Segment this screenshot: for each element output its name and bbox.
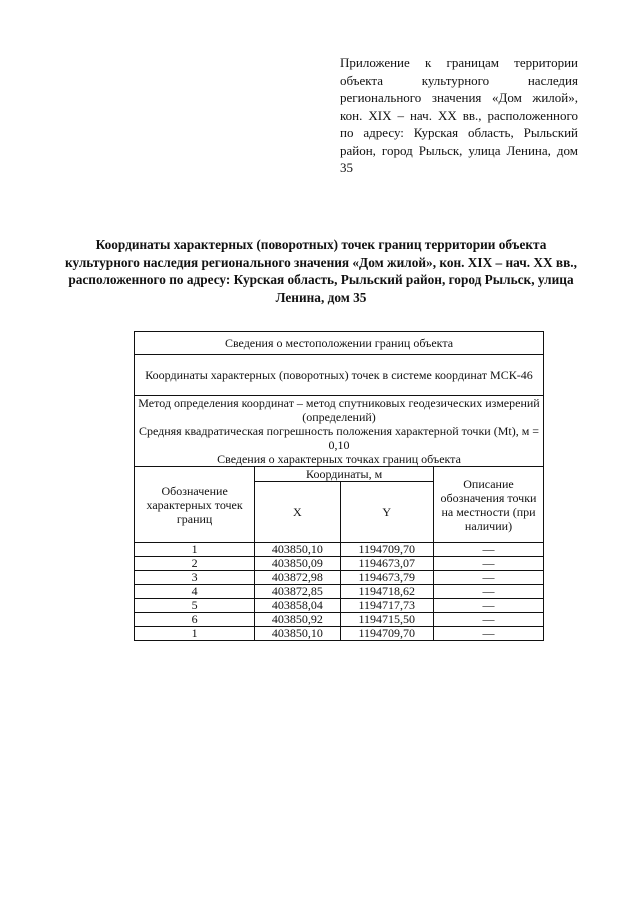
cell-desc: — [434,585,544,599]
table-row [135,557,544,571]
cell-x: 403850,10 [255,543,340,557]
cell-desc: — [434,571,544,585]
points-header: Сведения о характерных точках границ объекта [217,452,461,466]
table-row [135,613,544,627]
cell-y: 1194673,07 [340,557,434,571]
cell-x: 403872,85 [255,585,340,599]
col-header-x: X [255,482,340,543]
location-header: Сведения о местоположении границ объекта [135,332,544,355]
coord-system-cell: Координаты характерных (поворотных) точек в системе координат МСК-46 [135,355,544,396]
method-text: Метод определения координат – метод спутниковых геодезических измерений (определений) [138,396,540,424]
cell-desc: — [434,627,544,641]
cell-y: 1194717,73 [340,599,434,613]
cell-point: 1 [135,627,255,641]
col-header-y: Y [340,482,434,543]
document-title: Координаты характерных (поворотных) точек границ территории объекта культурного наследия регионального значения «Дом жилой», кон. XIX – нач. XX вв., расположенного по адресу: Курская область, Рыльский район, город Рыльск, улица Ленина, дом 35 [65,237,577,305]
col-header-desc: Описание обозначения точки на местности (при наличии) [434,467,544,543]
cell-desc: — [434,613,544,627]
appendix-note: Приложение к границам территории объекта культурного наследия регионального значения «Дом жилой», кон. XIX – нач. XX вв., расположенного по адресу: Курская область, Рыльский район, город Рыльск, улица Ленина, дом 35 [340,55,578,175]
cell-desc: — [434,599,544,613]
table-row [135,599,544,613]
cell-y: 1194709,70 [340,543,434,557]
cell-point: 1 [135,543,255,557]
coordinates-table [134,331,544,641]
col-header-point: Обозначение характерных точек границ [135,467,255,543]
cell-desc: — [434,543,544,557]
cell-x: 403850,09 [255,557,340,571]
cell-point: 6 [135,613,255,627]
table-body [135,543,544,641]
cell-x: 403872,98 [255,571,340,585]
cell-point: 2 [135,557,255,571]
cell-y: 1194673,79 [340,571,434,585]
cell-desc: — [434,557,544,571]
cell-x: 403850,10 [255,627,340,641]
cell-y: 1194718,62 [340,585,434,599]
cell-point: 4 [135,585,255,599]
cell-x: 403858,04 [255,599,340,613]
col-header-coords: Координаты, м [255,467,434,482]
cell-point: 3 [135,571,255,585]
cell-y: 1194715,50 [340,613,434,627]
cell-x: 403850,92 [255,613,340,627]
table-row [135,571,544,585]
method-cell [135,396,544,467]
table-row [135,543,544,557]
accuracy-text: Средняя квадратическая погрешность положения характерной точки (Mt), м = 0,10 [138,424,540,452]
table-row [135,627,544,641]
cell-y: 1194709,70 [340,627,434,641]
cell-point: 5 [135,599,255,613]
table-row [135,585,544,599]
